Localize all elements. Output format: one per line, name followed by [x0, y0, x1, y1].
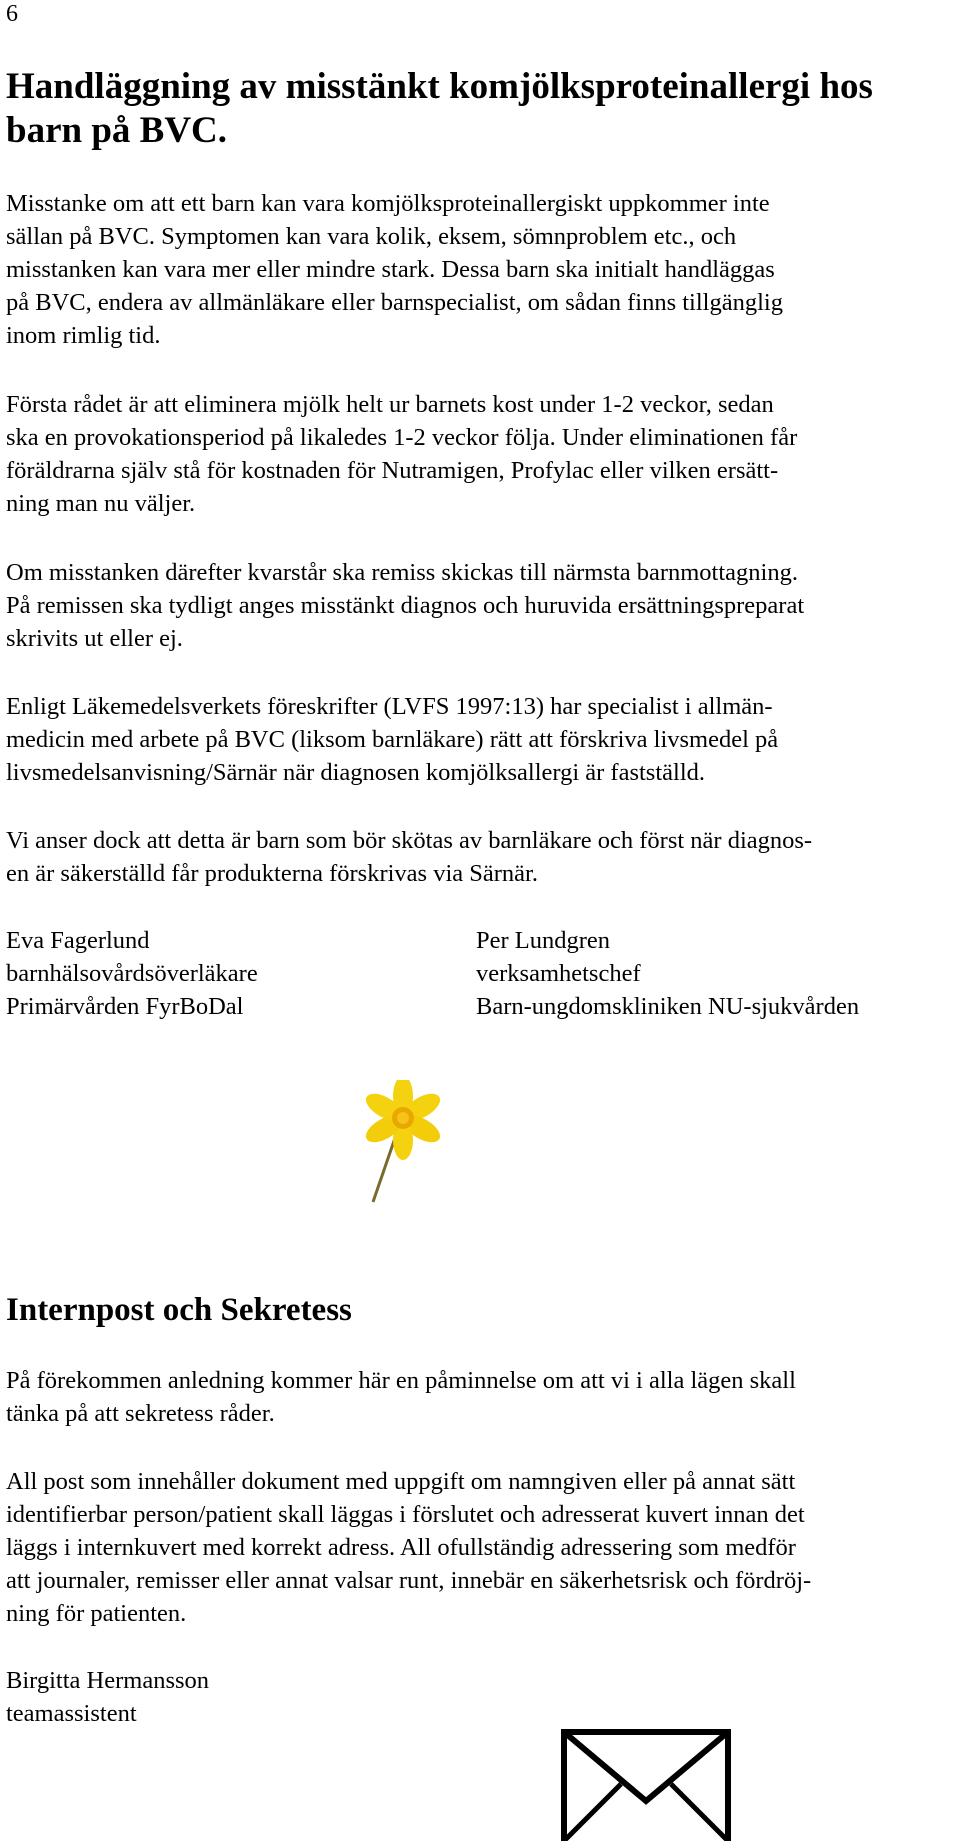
text-line: läggs i internkuvert med korrekt adress. All ofullständig adressering som medför [6, 1534, 796, 1561]
text-line: tänka på att sekretess råder. [6, 1400, 275, 1427]
paragraph [6, 388, 954, 520]
text-line: sällan på BVC. Symptomen kan vara kolik, eksem, sömnproblem etc., och [6, 223, 737, 250]
paragraph [6, 1364, 954, 1430]
signature-org: Primärvården FyrBoDal [6, 993, 244, 1020]
signature [6, 1664, 209, 1730]
title-line: Handläggning av misstänkt komjölksproteinallergi hos [6, 66, 873, 107]
text-line: Om misstanken därefter kvarstår ska remiss skickas till närmsta barnmottagning. [6, 559, 798, 586]
text-line: På förekommen anledning kommer här en påminnelse om att vi i alla lägen skall [6, 1367, 796, 1394]
text-line: misstanken kan vara mer eller mindre stark. Dessa barn ska initialt handläggas [6, 256, 775, 283]
signature-org: Barn-ungdomskliniken NU-sjukvården [476, 993, 860, 1020]
article-title [6, 65, 873, 153]
paragraph [6, 824, 954, 890]
title-line: barn på BVC. [6, 110, 228, 151]
signature-role: verksamhetschef [476, 960, 641, 987]
text-line: en är säkerställd får produkterna förskrivas via Särnär. [6, 860, 538, 887]
text-line: livsmedelsanvisning/Särnär när diagnosen komjölksallergi är fastställd. [6, 759, 706, 786]
signature-name: Per Lundgren [476, 927, 611, 954]
text-line: skrivits ut eller ej. [6, 625, 183, 652]
signature-role: barnhälsovårdsöverläkare [6, 960, 258, 987]
text-line: inom rimlig tid. [6, 322, 161, 349]
text-line: identifierbar person/patient skall läggas i förslutet och adresserat kuvert innan det [6, 1501, 805, 1528]
text-line: Första rådet är att eliminera mjölk helt ur barnets kost under 1-2 veckor, sedan [6, 391, 774, 418]
text-line: ning man nu väljer. [6, 490, 196, 517]
text-line: Enligt Läkemedelsverkets föreskrifter (LVFS 1997:13) har specialist i allmän- [6, 693, 773, 720]
paragraph [6, 187, 954, 352]
signature-role: teamassistent [6, 1700, 137, 1727]
text-line: På remissen ska tydligt anges misstänkt diagnos och huruvida ersättningspreparat [6, 592, 805, 619]
article-title: Internpost och Sekretess [6, 1292, 352, 1328]
text-line: All post som innehåller dokument med uppgift om namngiven eller på annat sätt [6, 1468, 796, 1495]
paragraph [6, 690, 954, 789]
paragraph [6, 556, 954, 655]
text-line: Misstanke om att ett barn kan vara komjölksproteinallergiskt uppkommer inte [6, 190, 770, 217]
envelope-icon [561, 1729, 731, 1841]
text-line: ska en provokationsperiod på likaledes 1-2 veckor följa. Under eliminationen får [6, 424, 798, 451]
text-line: föräldrarna själv stå för kostnaden för Nutramigen, Profylac eller vilken ersätt- [6, 457, 779, 484]
signature-name: Eva Fagerlund [6, 927, 150, 954]
text-line: Vi anser dock att detta är barn som bör skötas av barnläkare och först när diagnos- [6, 827, 813, 854]
signature-right [476, 924, 859, 1023]
signature-name: Birgitta Hermansson [6, 1667, 210, 1694]
text-line: på BVC, endera av allmänläkare eller barnspecialist, om sådan finns tillgänglig [6, 289, 783, 316]
page-number: 6 [6, 1, 18, 27]
signature-left [6, 924, 258, 1023]
text-line: medicin med arbete på BVC (liksom barnläkare) rätt att förskriva livsmedel på [6, 726, 779, 753]
paragraph [6, 1465, 954, 1630]
daffodil-icon [345, 1080, 455, 1205]
text-line: ning för patienten. [6, 1600, 187, 1627]
text-line: att journaler, remisser eller annat valsar runt, innebär en säkerhetsrisk och fördröj- [6, 1567, 812, 1594]
